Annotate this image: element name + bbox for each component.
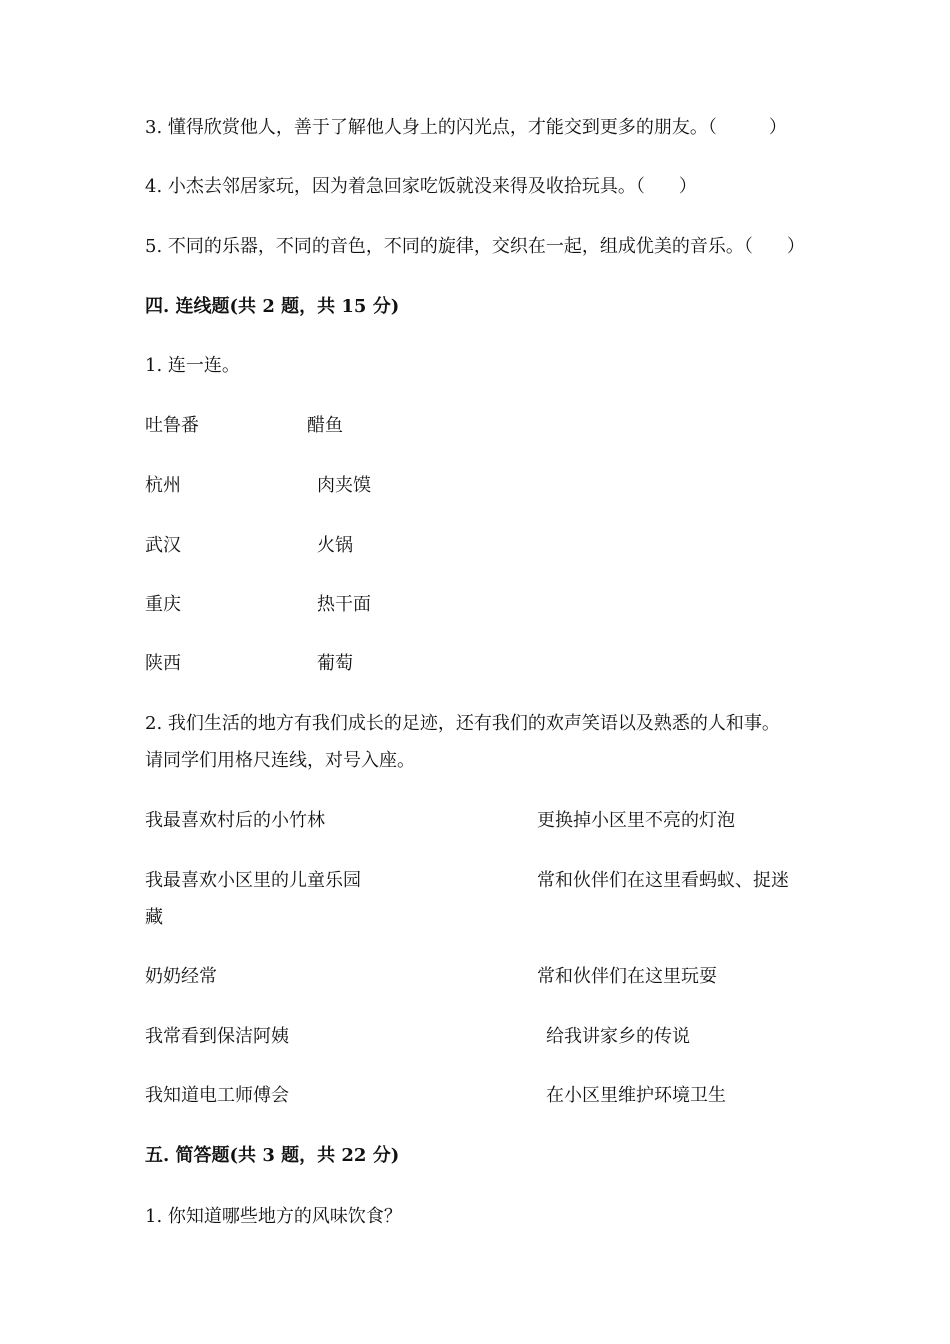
matching-q1-right-2: 肉夹馍 <box>317 475 371 496</box>
matching-q1-row-1 <box>145 414 825 438</box>
matching-q1-row-5 <box>145 652 825 676</box>
judgment-item-5 <box>145 235 805 259</box>
judgment-item-4-close: ） <box>678 176 697 197</box>
matching-q2-left-4: 我常看到保洁阿姨 <box>145 1026 289 1047</box>
matching-q2-right-4: 给我讲家乡的传说 <box>546 1026 690 1047</box>
matching-q2-row-3 <box>145 965 825 989</box>
judgment-item-3 <box>145 116 787 140</box>
matching-q1-row-2 <box>145 474 825 498</box>
matching-q1-left-1: 吐鲁番 <box>145 415 199 436</box>
judgment-item-4 <box>145 175 697 199</box>
matching-q2-row-5 <box>145 1084 825 1108</box>
matching-q2-left-1: 我最喜欢村后的小竹林 <box>145 810 325 831</box>
matching-q2-row-4 <box>145 1025 825 1049</box>
judgment-item-5-text: 5. 不同的乐器，不同的音色，不同的旋律，交织在一起，组成优美的音乐。（ <box>145 236 753 257</box>
matching-q1-right-1: 醋鱼 <box>307 415 343 436</box>
matching-q1-row-3 <box>145 534 825 558</box>
matching-q2-row-2 <box>145 869 825 893</box>
judgment-item-5-close: ） <box>786 236 805 257</box>
section-4-title: 四. 连线题(共 2 题，共 15 分) <box>145 296 400 317</box>
matching-q1-left-3: 武汉 <box>145 535 181 556</box>
matching-q1-row-4 <box>145 593 825 617</box>
matching-q1-left-4: 重庆 <box>145 594 181 615</box>
matching-q1-left-2: 杭州 <box>145 475 181 496</box>
section-5-title: 五. 简答题(共 3 题，共 22 分) <box>145 1145 400 1166</box>
matching-q2-left-2: 我最喜欢小区里的儿童乐园 <box>145 870 361 891</box>
matching-q1-prompt: 1. 连一连。 <box>145 355 240 376</box>
short-answer-q1: 1. 你知道哪些地方的风味饮食？ <box>145 1206 402 1227</box>
judgment-item-4-text: 4. 小杰去邻居家玩，因为着急回家吃饭就没来得及收拾玩具。（ <box>145 176 645 197</box>
matching-q2-right-5: 在小区里维护环境卫生 <box>546 1085 726 1106</box>
matching-q2-prompt-line-2: 请同学们用格尺连线，对号入座。 <box>145 750 415 771</box>
matching-q1-left-5: 陕西 <box>145 653 181 674</box>
matching-q2-right-3: 常和伙伴们在这里玩耍 <box>537 966 717 987</box>
matching-q2-right-1: 更换掉小区里不亮的灯泡 <box>537 810 735 831</box>
matching-q1-right-5: 葡萄 <box>317 653 353 674</box>
matching-q1-right-3: 火锅 <box>317 535 353 556</box>
matching-q2-right-2: 常和伙伴们在这里看蚂蚁、捉迷 <box>537 870 789 891</box>
judgment-item-3-close: ） <box>768 117 787 138</box>
judgment-item-3-text: 3. 懂得欣赏他人，善于了解他人身上的闪光点，才能交到更多的朋友。（ <box>145 117 717 138</box>
matching-q2-prompt-line-1: 2. 我们生活的地方有我们成长的足迹，还有我们的欢声笑语以及熟悉的人和事。 <box>145 713 780 734</box>
matching-q2-left-3: 奶奶经常 <box>145 966 217 987</box>
matching-q2-left-5: 我知道电工师傅会 <box>145 1085 289 1106</box>
matching-q1-right-4: 热干面 <box>317 594 371 615</box>
matching-q2-row-2-wrap: 藏 <box>145 907 163 928</box>
matching-q2-row-1 <box>145 809 825 833</box>
